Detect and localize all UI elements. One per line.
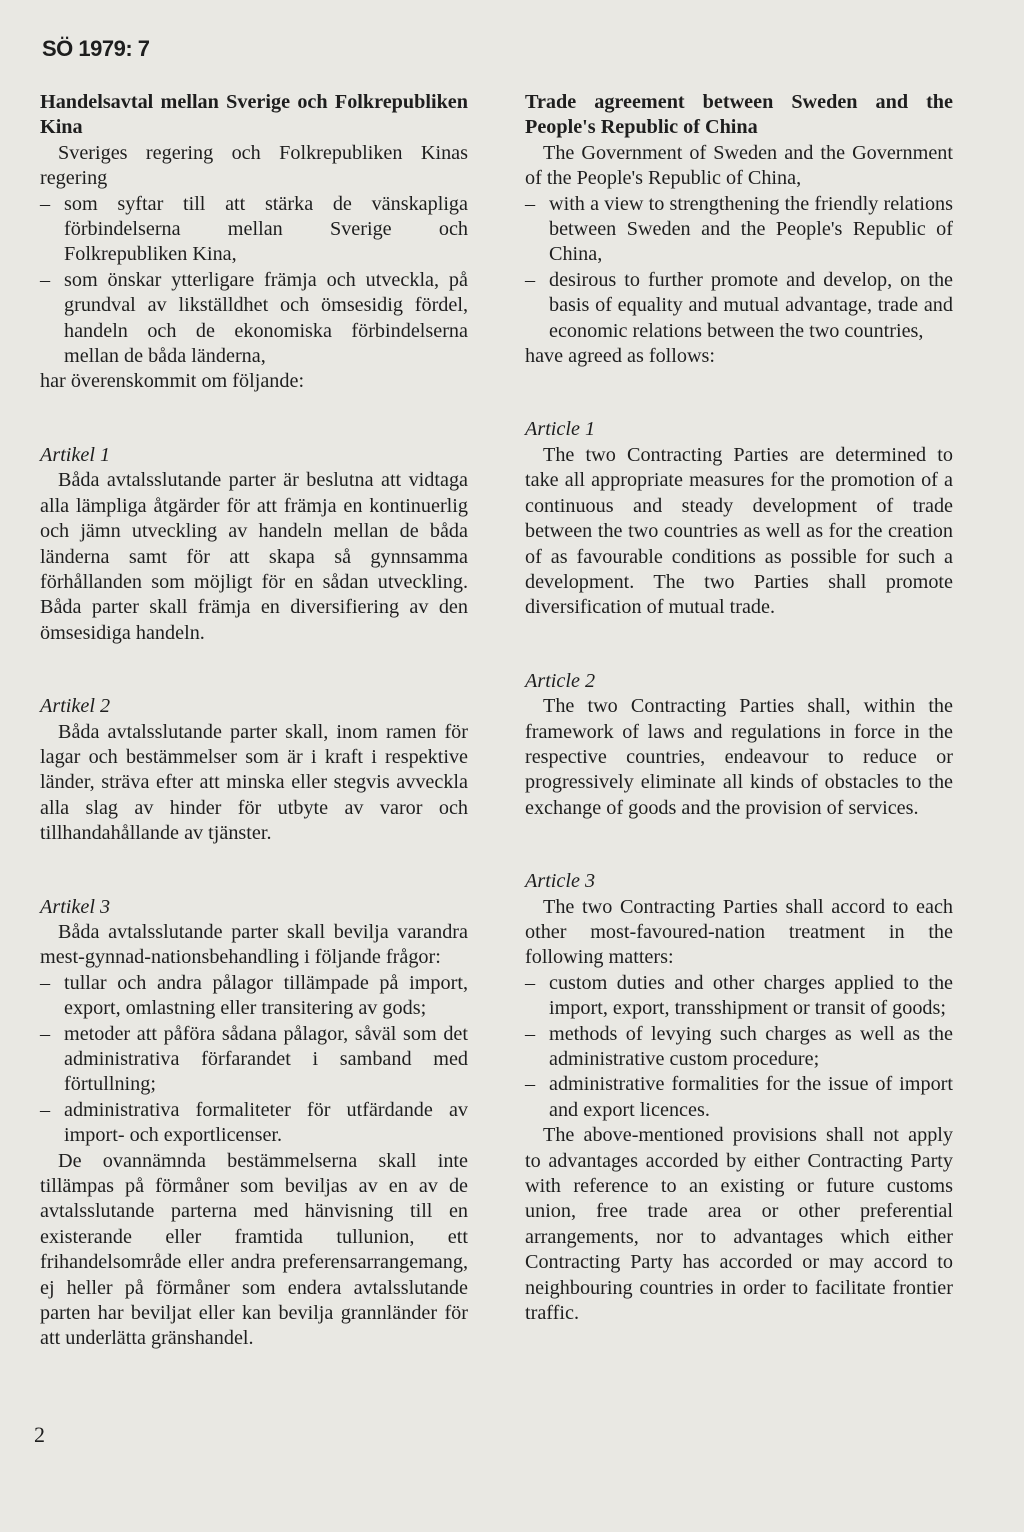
document-reference: SÖ 1979: 7 (42, 36, 150, 61)
article-text: Båda avtalsslutande parter skall, inom ramen för lagar och bestämmelser som är i kraft i respektive länder, sträva efter att minska eller stegvis avveckla alla slag av hinder för utbyte av varor och tillhandahållande av tjänster. (40, 720, 468, 845)
article-text: The two Contracting Parties shall accord to each other most-favoured-nation treatment in the following matters: (525, 895, 953, 969)
english-article-3 (525, 869, 953, 1326)
page-number: 2 (34, 1422, 45, 1447)
english-preamble-item: – desirous to further promote and develop, on the basis of equality and mutual advantage, trade and economic relations between the two countries, (525, 268, 953, 344)
article-heading: Article 3 (525, 870, 596, 893)
article-text: Båda avtalsslutande parter är beslutna att vidtaga alla lämpliga åtgärder för att främja en kontinuerlig och jämn utveckling av handeln mellan de båda länderna samt för att skapa så gynnsamma förhållanden som möjligt för en sådan utveckling. Båda parter skall främja en diversifiering av den ömsesidiga handeln. (40, 469, 468, 644)
english-article-2 (525, 669, 953, 821)
article-list-item: – administrative formalities for the issue of import and export licences. (525, 1072, 953, 1123)
article-list-item: – tullar och andra pålagor tillämpade på import, export, omlastning eller transitering av gods; (40, 971, 468, 1022)
english-article-1 (525, 417, 953, 620)
english-column (525, 90, 953, 1326)
article-list-item: – administrativa formaliteter för utfärdande av import- och exportlicenser. (40, 1098, 468, 1149)
article-text-after: De ovannämnda bestämmelserna skall inte tillämpas på förmåner som beviljas av en av de avtalsslutande parterna med hänvisning till en existerande eller framtida tullunion, ett frihandelsområde eller andra preferensarrangemang, ej heller på förmåner som endera avtalsslutande parten har beviljat eller kan bevilja grannländer för att underlätta gränshandel. (40, 1149, 468, 1350)
english-intro: The Government of Sweden and the Government of the People's Republic of China, (525, 141, 953, 190)
swedish-preamble-item: – som syftar till att stärka de vänskapliga förbindelserna mellan Sverige och Folkrepubliken Kina, (40, 192, 468, 268)
article-text: The two Contracting Parties shall, within the framework of laws and regulations in force in the respective countries, endeavour to reduce or progressively eliminate all kinds of obstacles to the exchange of goods and the provision of services. (525, 695, 953, 819)
english-preamble-item: – with a view to strengthening the friendly relations between Sweden and the People's Republic of China, (525, 192, 953, 268)
swedish-title: Handelsavtal mellan Sverige och Folkrepubliken Kina (40, 91, 468, 139)
article-heading: Artikel 1 (40, 443, 111, 466)
swedish-column (40, 90, 468, 1352)
english-closing: have agreed as follows: (525, 345, 716, 368)
swedish-article-1 (40, 443, 468, 646)
article-list-item: – methods of levying such charges as well as the administrative custom procedure; (525, 1022, 953, 1073)
swedish-closing: har överenskommit om följande: (40, 370, 305, 393)
article-list-item: – metoder att påföra sådana pålagor, såväl som det administrativa förfarandet i samband med förtullning; (40, 1022, 468, 1098)
article-heading: Artikel 2 (40, 695, 111, 718)
article-heading: Artikel 3 (40, 895, 111, 918)
swedish-article-3 (40, 895, 468, 1352)
article-list-item: – custom duties and other charges applied to the import, export, transshipment or transit of goods; (525, 971, 953, 1022)
article-heading: Article 2 (525, 669, 596, 692)
article-text-after: The above-mentioned provisions shall not apply to advantages accorded by either Contracting Party with reference to an existing or future customs union, free trade area or other preferential arrangements, nor to advantages which either Contracting Party has accorded or may accord to neighbouring countries in order to facilitate frontier traffic. (525, 1124, 953, 1325)
swedish-preamble-item: – som önskar ytterligare främja och utveckla, på grundval av likställdhet och ömsesidig fördel, handeln och de ekonomiska förbindelserna mellan de båda länderna, (40, 268, 468, 370)
swedish-intro: Sveriges regering och Folkrepubliken Kinas regering (40, 141, 468, 190)
article-heading: Article 1 (525, 418, 596, 441)
article-text: The two Contracting Parties are determined to take all appropriate measures for the promotion of a continuous and steady development of trade between the two countries as well as for the creation of as favourable conditions as possible for such a development. The two Parties shall promote diversification of mutual trade. (525, 443, 953, 619)
article-text: Båda avtalsslutande parter skall bevilja varandra mest-gynnad-nationsbehandling i följande frågor: (40, 920, 468, 969)
english-title: Trade agreement between Sweden and the People's Republic of China (525, 91, 953, 139)
swedish-article-2 (40, 694, 468, 846)
